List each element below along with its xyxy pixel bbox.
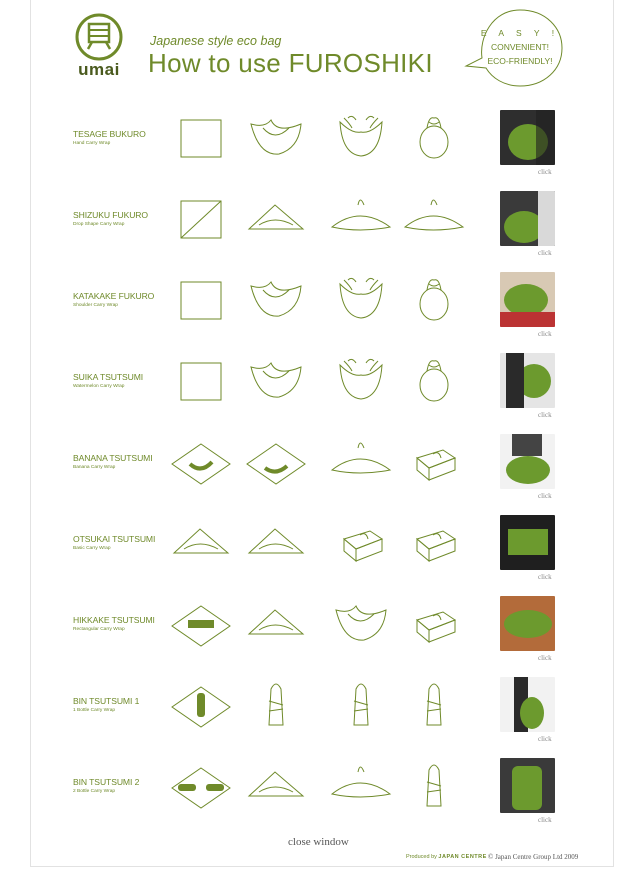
click-link[interactable]: click (538, 654, 552, 662)
step-4-bag (403, 104, 465, 174)
step-2-roll-bottle (245, 671, 307, 741)
bubble-line-easy: E A S Y ! (480, 28, 560, 38)
step-1-diamond-two-bottles (170, 752, 232, 822)
producer-name: JAPAN CENTRE (438, 854, 487, 860)
click-link[interactable]: click (538, 330, 552, 338)
step-1-flat-box (170, 509, 232, 579)
step-1-square (170, 266, 232, 336)
row-title: BIN TSUTSUMI 1 (73, 696, 140, 706)
page-subtitle: Japanese style eco bag (150, 34, 282, 48)
wrap-row-suika (0, 347, 640, 428)
photo-thumbnail[interactable] (500, 515, 555, 570)
step-2-hammock (245, 104, 307, 174)
step-3-roll (330, 752, 392, 822)
row-title: BANANA TSUTSUMI (73, 453, 153, 463)
step-4-drop-bag (403, 185, 465, 255)
row-title: KATAKAKE FUKURO (73, 291, 155, 301)
step-2-triangle (245, 752, 307, 822)
wrap-row-katakake (0, 266, 640, 347)
wrap-row-banana (0, 428, 640, 509)
step-2-hammock (245, 347, 307, 417)
row-subtitle: Drop Shape Carry Wrap (73, 222, 125, 227)
speech-bubble (464, 6, 564, 92)
row-subtitle: 1 Bottle Carry Wrap (73, 708, 116, 713)
photo-thumbnail[interactable] (500, 677, 555, 732)
step-2-triangle (245, 185, 307, 255)
row-title: TESAGE BUKURO (73, 129, 146, 139)
step-4-wrapped-box (403, 509, 465, 579)
step-1-square (170, 347, 232, 417)
click-link[interactable]: click (538, 249, 552, 257)
photo-thumbnail[interactable] (500, 272, 555, 327)
click-link[interactable]: click (538, 735, 552, 743)
step-3-handles (330, 347, 392, 417)
step-4-bottle-wrapped (403, 671, 465, 741)
row-subtitle: Rectangular Carry Wrap (73, 627, 125, 632)
row-subtitle: Hand Carry Wrap (73, 141, 111, 146)
step-1-diamond-bottle (170, 671, 232, 741)
photo-thumbnail[interactable] (500, 434, 555, 489)
wrap-row-bin-1 (0, 671, 640, 752)
step-3-triangle-knots (330, 185, 392, 255)
row-title: BIN TSUTSUMI 2 (73, 777, 140, 787)
logo-emblem-icon (74, 12, 124, 62)
step-4-bag (403, 266, 465, 336)
bubble-text (478, 26, 562, 68)
wrap-row-bin-2 (0, 752, 640, 833)
photo-thumbnail[interactable] (500, 110, 555, 165)
step-3-handles (330, 104, 392, 174)
step-2-diamond-fold (245, 428, 307, 498)
logo-wordmark: umai (78, 60, 120, 79)
step-1-square-diagonal (170, 185, 232, 255)
step-2-hammock (245, 266, 307, 336)
row-subtitle: Basic Carry Wrap (73, 546, 111, 551)
step-4-two-bottles (403, 752, 465, 822)
step-3-handles (330, 266, 392, 336)
bubble-line-eco: ECO-FRIENDLY! (487, 56, 553, 66)
photo-thumbnail[interactable] (500, 596, 555, 651)
row-subtitle: Watermelon Carry Wrap (73, 384, 125, 389)
wrap-row-tesage (0, 104, 640, 185)
step-3-knot (330, 509, 392, 579)
photo-thumbnail[interactable] (500, 353, 555, 408)
click-link[interactable]: click (538, 411, 552, 419)
step-1-square (170, 104, 232, 174)
click-link[interactable]: click (538, 168, 552, 176)
producer-credit (406, 854, 487, 860)
step-1-diamond-banana (170, 428, 232, 498)
step-4-watermelon (403, 347, 465, 417)
page-title: How to use FUROSHIKI (148, 48, 433, 78)
close-window-link[interactable]: close window (288, 836, 349, 848)
row-title: HIKKAKE TSUTSUMI (73, 615, 155, 625)
step-4-long-box (403, 590, 465, 660)
photo-thumbnail[interactable] (500, 758, 555, 813)
bubble-line-convenient: CONVENIENT! (490, 42, 550, 52)
produced-by-label: Produced by (406, 854, 437, 860)
row-title: OTSUKAI TSUTSUMI (73, 534, 156, 544)
click-link[interactable]: click (538, 816, 552, 824)
wrap-row-hikkake (0, 590, 640, 671)
row-subtitle: Banana Carry Wrap (73, 465, 116, 470)
photo-thumbnail[interactable] (500, 191, 555, 246)
step-2-fold (245, 509, 307, 579)
click-link[interactable]: click (538, 492, 552, 500)
wrap-row-otsukai (0, 509, 640, 590)
step-1-diamond-box (170, 590, 232, 660)
step-3-roll (330, 428, 392, 498)
copyright-text: © Japan Centre Group Ltd 2009 (488, 853, 579, 861)
step-3-hook (330, 590, 392, 660)
row-title: SUIKA TSUTSUMI (73, 372, 144, 382)
row-title: SHIZUKU FUKURO (73, 210, 148, 220)
click-link[interactable]: click (538, 573, 552, 581)
wrap-row-shizuku (0, 185, 640, 266)
umai-logo (68, 12, 130, 80)
step-2-fold-up (245, 590, 307, 660)
row-subtitle: Shoulder Carry Wrap (73, 303, 118, 308)
row-subtitle: 2 Bottle Carry Wrap (73, 789, 116, 794)
step-3-tie (330, 671, 392, 741)
step-4-bundle (403, 428, 465, 498)
